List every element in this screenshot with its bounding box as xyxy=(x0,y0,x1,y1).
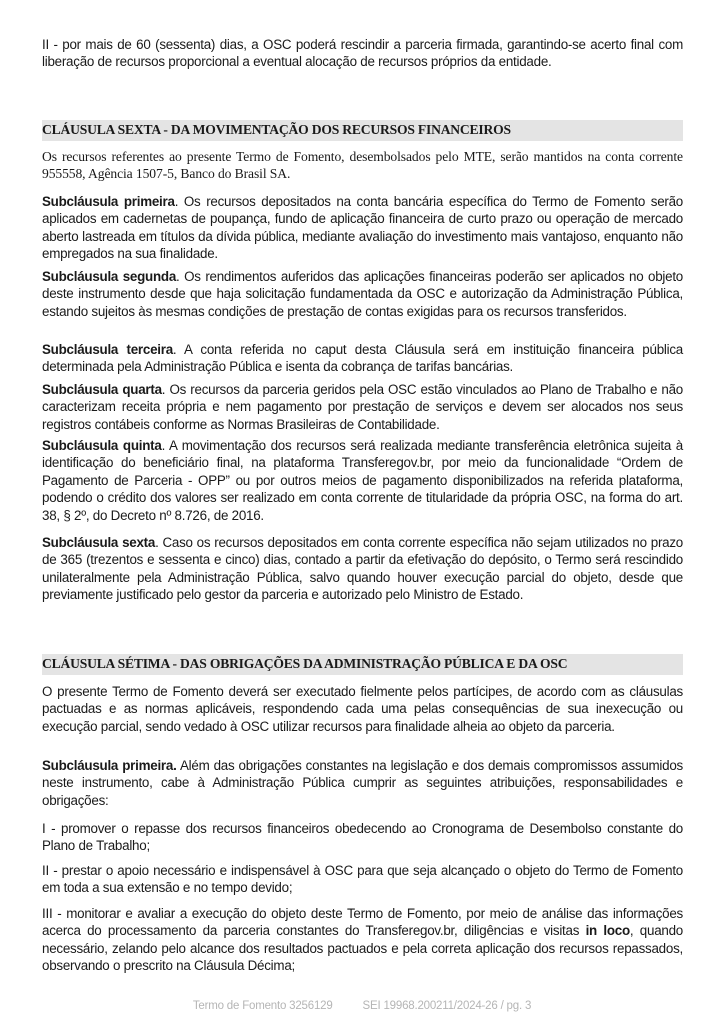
obligation-item-ii xyxy=(42,862,683,897)
subclause-label: Subcláusula primeira. xyxy=(42,758,177,773)
subclause-label: Subcláusula sexta xyxy=(42,535,156,550)
clause-six-heading-bar xyxy=(42,120,683,141)
obligation-text: II - prestar o apoio necessário e indispensável à OSC para que seja alcançado o objeto do Termo de Fomento em toda a sua extensão e no tempo devido; xyxy=(42,863,683,896)
clause-seven-heading-bar xyxy=(42,654,683,675)
subclause-text: . Os recursos da parceria geridos pela OSC estão vinculados ao Plano de Trabalho e não caracterizam receita própria e nem pagamento por prestação de serviços e devem ser alocados nos seus registros contábeis conforme as Normas Brasileiras de Contabilidade. xyxy=(42,382,683,432)
obligation-item-iii xyxy=(42,905,683,975)
subclause-segunda xyxy=(42,268,683,320)
clause-six-intro-text: Os recursos referentes ao presente Termo de Fomento, desembolsados pelo MTE, serão mantidos na conta corrente 955558, Agência 1507-5, Banco do Brasil SA. xyxy=(42,149,683,182)
subclause-text: . Os rendimentos auferidos das aplicações financeiras poderão ser aplicados no objeto deste instrumento desde que haja solicitação fundamentada da OSC e autorização da Administração Pública, estando sujeitos às mesmas condições de prestação de contas exigidas para os recursos transferidos. xyxy=(42,269,683,319)
paragraph-item-ii xyxy=(42,36,683,71)
subclause-primeira xyxy=(42,193,683,263)
clause-seven-intro-text: O presente Termo de Fomento deverá ser executado fielmente pelos partícipes, de acordo com as cláusulas pactuadas e as normas aplicáveis, respondendo cada uma pelas consequências de sua inexecução ou execução parcial, sendo vedado à OSC utilizar recursos para finalidade alheia ao objeto da parceria. xyxy=(42,684,683,734)
subclause-label: Subcláusula segunda xyxy=(42,269,177,284)
obligation-text-post: , quando necessário, zelando pelo alcance dos resultados pactuados e pela correta aplicação dos recursos repassados, observando o prescrito na Cláusula Décima; xyxy=(42,923,683,974)
subclause-text: . A conta referida no caput desta Cláusula será em instituição financeira pública determinada pela Administração Pública e isenta da cobrança de tarifas bancárias. xyxy=(42,342,683,375)
subclause-text: . A movimentação dos recursos será realizada mediante transferência eletrônica sujeita à identificação do beneficiário final, na plataforma Transferegov.br, por meio da funcionalidade “Ordem de Pagamento de Parceria - OPP” ou por outros meios de pagamento disponibilizados na referida plataforma, podendo o crédito dos valores ser realizado em conta corrente de titularidade da própria OSC, na forma do art. 38, § 2º, do Decreto nº 8.726, de 2016. xyxy=(42,438,683,523)
obligation-text-pre: III - monitorar e avaliar a execução do objeto deste Termo de Fomento, por meio de análise das informações acerca do processamento da parceria constantes do Transferegov.br, diligências e visitas xyxy=(42,906,683,939)
item-ii-text: II - por mais de 60 (sessenta) dias, a OSC poderá rescindir a parceria firmada, garantindo-se acerto final com liberação de recursos proporcional a eventual alocação de recursos próprios da entidade. xyxy=(42,37,683,70)
clause-seven-heading: CLÁUSULA SÉTIMA - DAS OBRIGAÇÕES DA ADMINISTRAÇÃO PÚBLICA E DA OSC xyxy=(42,654,683,675)
subclause-terceira xyxy=(42,341,683,376)
subclause-text: . Caso os recursos depositados em conta corrente específica não sejam utilizados no prazo de 365 (trezentos e sessenta e cinco) dias, contado a partir da efetivação do depósito, o Termo será rescindido unilateralmente pela Administração Pública, salvo quando houver execução parcial do objeto, desde que previamente justificado pelo gestor da parceria e autorizado pelo Ministro de Estado. xyxy=(42,535,683,603)
footer-doc-ref: Termo de Fomento 3256129 xyxy=(192,1000,333,1012)
subclause-quinta xyxy=(42,437,683,524)
subclause-text: Além das obrigações constantes na legislação e dos demais compromissos assumidos neste instrumento, cabe à Administração Pública cumprir as seguintes atribuições, responsabilidades e obrigações: xyxy=(42,758,683,808)
page-footer xyxy=(0,1000,724,1012)
clause-six-intro xyxy=(42,148,683,183)
subclause-label: Subcláusula quinta xyxy=(42,438,162,453)
obligation-text-bold: in loco xyxy=(585,923,630,939)
footer-sei-ref: SEI 19968.200211/2024-26 / pg. 3 xyxy=(362,1000,532,1012)
subclause-text: . Os recursos depositados na conta bancária específica do Termo de Fomento serão aplicados em cadernetas de poupança, fundo de aplicação financeira de curto prazo ou operação de mercado aberto lastreada em títulos da dívida pública, mediante avaliação do investimento mais vantajoso, enquanto não empregados na sua finalidade. xyxy=(42,194,683,262)
obligation-text: I - promover o repasse dos recursos financeiros obedecendo ao Cronograma de Desembolso constante do Plano de Trabalho; xyxy=(42,821,683,854)
clause-seven-intro xyxy=(42,683,683,735)
clause-seven-subclause-primeira xyxy=(42,757,683,809)
subclause-label: Subcláusula terceira xyxy=(42,342,173,357)
subclause-sexta xyxy=(42,534,683,604)
subclause-label: Subcláusula primeira xyxy=(42,194,175,209)
obligation-item-i xyxy=(42,820,683,855)
subclause-quarta xyxy=(42,381,683,433)
clause-six-heading: CLÁUSULA SEXTA - DA MOVIMENTAÇÃO DOS RECURSOS FINANCEIROS xyxy=(42,120,683,141)
subclause-label: Subcláusula quarta xyxy=(42,382,162,397)
